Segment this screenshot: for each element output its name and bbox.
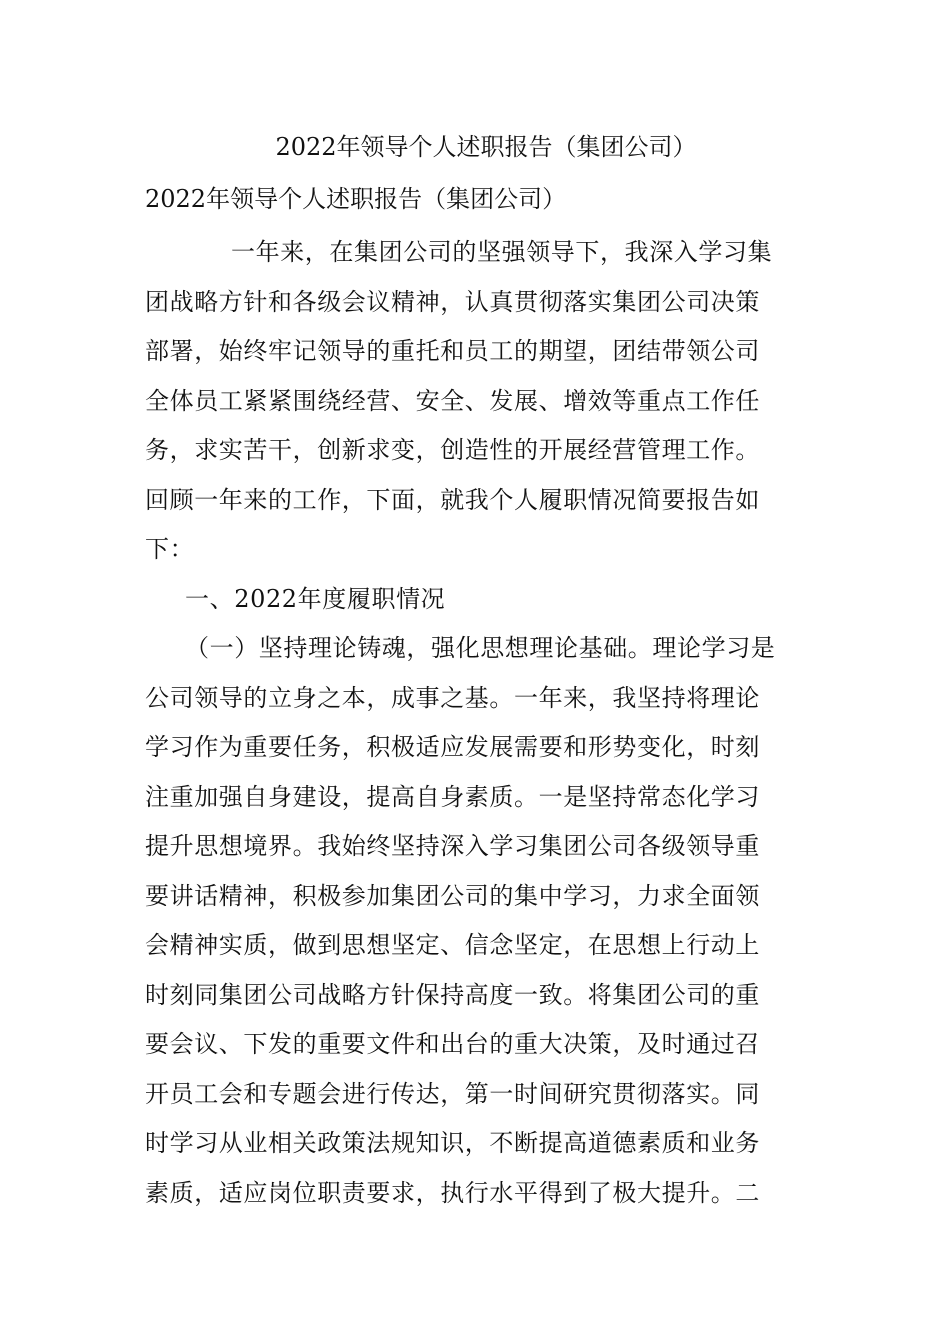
paragraph-line: （一）坚持理论铸魂，强化思想理论基础。理论学习是 — [185, 634, 776, 662]
paragraph-line: 一年来，在集团公司的坚强领导下，我深入学习集 — [231, 238, 773, 266]
paragraph-line: 开员工会和专题会进行传达，第一时间研究贯彻落实。同 — [145, 1080, 760, 1108]
paragraph-line: 要讲话精神，积极参加集团公司的集中学习，力求全面领 — [145, 882, 760, 910]
paragraph-line: 下： — [145, 535, 195, 563]
paragraph-line: 务，求实苦干，创新求变，创造性的开展经营管理工作。 — [145, 436, 760, 464]
paragraph-line: 部署，始终牢记领导的重托和员工的期望，团结带领公司 — [145, 337, 760, 365]
paragraph-line: 时学习从业相关政策法规知识，不断提高道德素质和业务 — [145, 1129, 760, 1157]
paragraph-line: 素质，适应岗位职责要求，执行水平得到了极大提升。二 — [145, 1179, 760, 1207]
paragraph-line: 团战略方针和各级会议精神，认真贯彻落实集团公司决策 — [145, 288, 760, 316]
paragraph-line: 全体员工紧紧围绕经营、安全、发展、增效等重点工作任 — [145, 387, 760, 415]
document-subtitle: 2022年领导个人述职报告（集团公司） — [145, 185, 567, 213]
paragraph-line: 注重加强自身建设，提高自身素质。一是坚持常态化学习 — [145, 783, 760, 811]
paragraph-line: 回顾一年来的工作，下面，就我个人履职情况简要报告如 — [145, 486, 760, 514]
paragraph-line: 会精神实质，做到思想坚定、信念坚定，在思想上行动上 — [145, 931, 760, 959]
paragraph-line: 提升思想境界。我始终坚持深入学习集团公司各级领导重 — [145, 832, 760, 860]
paragraph-line: 公司领导的立身之本，成事之基。一年来，我坚持将理论 — [145, 684, 760, 712]
paragraph-line: 时刻同集团公司战略方针保持高度一致。将集团公司的重 — [145, 981, 760, 1009]
paragraph-line: 学习作为重要任务，积极适应发展需要和形势变化，时刻 — [145, 733, 760, 761]
paragraph-line: 要会议、下发的重要文件和出台的重大决策，及时通过召 — [145, 1030, 760, 1058]
section-heading: 一、2022年度履职情况 — [185, 585, 446, 613]
document-title: 2022年领导个人述职报告（集团公司） — [275, 133, 697, 161]
